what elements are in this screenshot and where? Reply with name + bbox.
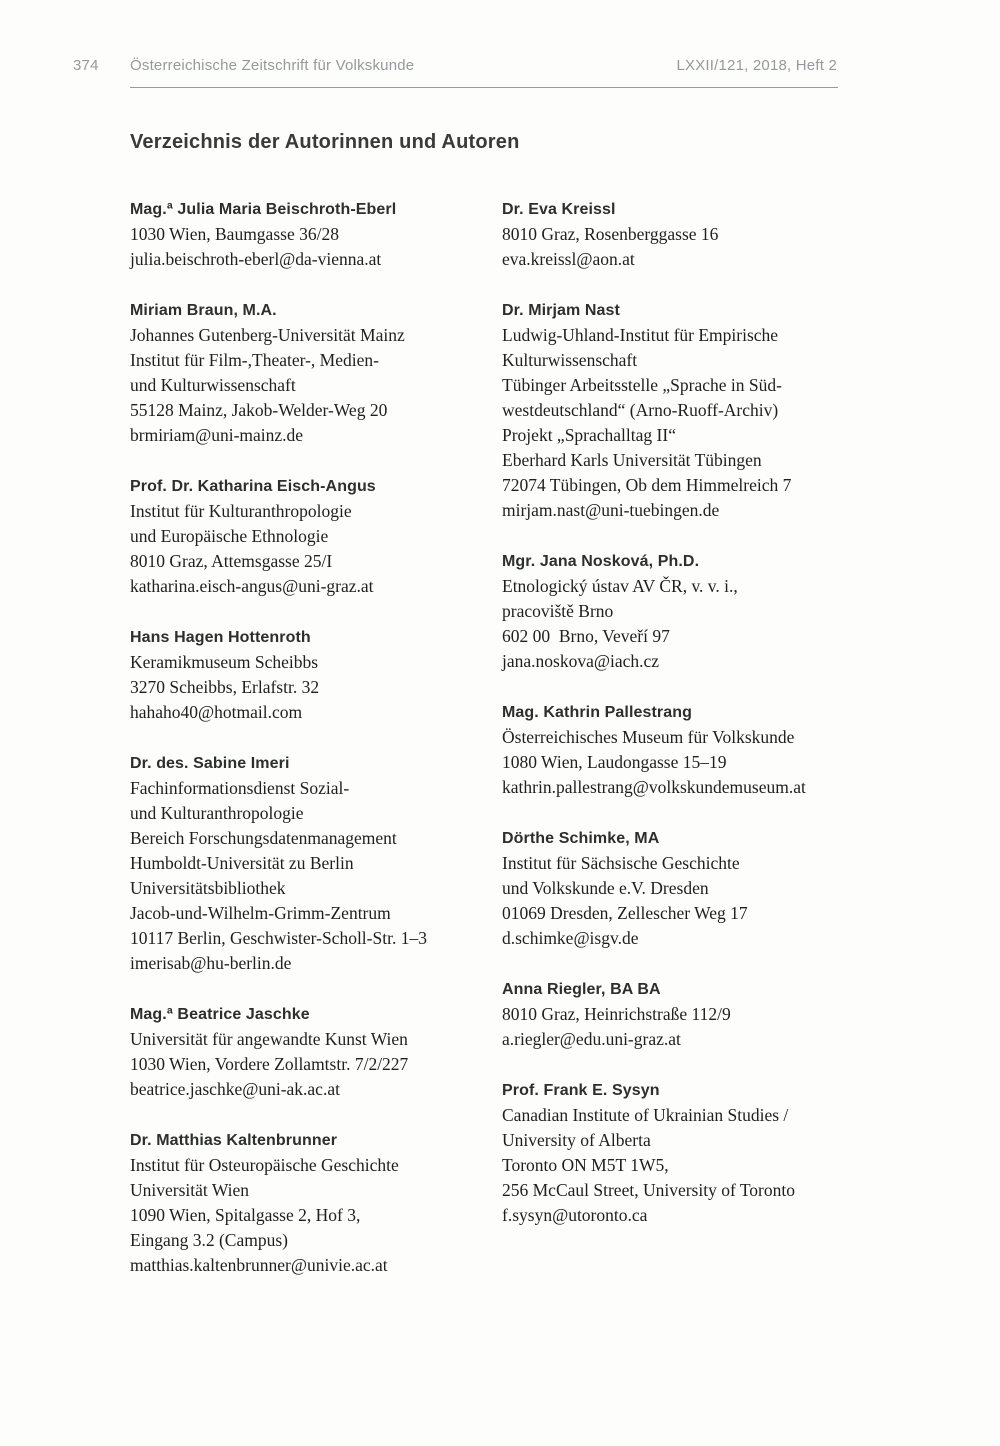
author-address-line: f.sysyn@utoronto.ca [502, 1205, 648, 1225]
author-name: Prof. Frank E. Sysyn [502, 1082, 660, 1099]
author-entry [502, 700, 874, 800]
author-address-line: eva.kreissl@aon.at [502, 249, 635, 269]
author-address-line: Ludwig-Uhland-Institut für Empirische [502, 325, 779, 345]
author-address-line: hahaho40@hotmail.com [130, 702, 303, 722]
author-address-line: d.schimke@isgv.de [502, 928, 639, 948]
author-address-line: westdeutschland“ (Arno-Ruoff-Archiv) [502, 400, 779, 420]
author-address-line: Institut für Kulturanthropologie [130, 501, 352, 521]
author-address-line: 1090 Wien, Spitalgasse 2, Hof 3, [130, 1205, 361, 1225]
author-address-line: 8010 Graz, Rosenberggasse 16 [502, 224, 719, 244]
author-address-line: und Kulturanthropologie [130, 803, 304, 823]
author-address-line: 1030 Wien, Vordere Zollamtstr. 7/2/227 [130, 1054, 409, 1074]
author-address-line: matthias.kaltenbrunner@univie.ac.at [130, 1255, 388, 1275]
author-address-line: Jacob-und-Wilhelm-Grimm-Zentrum [130, 903, 391, 923]
author-address-line: Kulturwissenschaft [502, 350, 638, 370]
author-entry [130, 625, 502, 725]
author-entry [130, 197, 502, 272]
author-name: Anna Riegler, BA BA [502, 981, 661, 998]
author-address-line: 256 McCaul Street, University of Toronto [502, 1180, 795, 1200]
author-address-line: brmiriam@uni-mainz.de [130, 425, 304, 445]
author-address-line: und Volkskunde e.V. Dresden [502, 878, 709, 898]
author-address-line: imerisab@hu-berlin.de [130, 953, 292, 973]
author-address-line: Canadian Institute of Ukrainian Studies / [502, 1105, 789, 1125]
author-address-line: Keramikmuseum Scheibbs [130, 652, 319, 672]
author-address-line: 3270 Scheibbs, Erlafstr. 32 [130, 677, 320, 697]
author-entry [130, 751, 502, 976]
author-name: Mgr. Jana Nosková, Ph.D. [502, 553, 700, 570]
author-address-line: 8010 Graz, Heinrichstraße 112/9 [502, 1004, 731, 1024]
author-name: Prof. Dr. Katharina Eisch-Angus [130, 478, 376, 495]
author-name: Mag.ª Julia Maria Beischroth-Eberl [130, 201, 397, 218]
author-address-line: Institut für Sächsische Geschichte [502, 853, 740, 873]
author-name: Mag. Kathrin Pallestrang [502, 704, 692, 721]
authors-column-left [130, 197, 502, 1304]
author-entry [502, 549, 874, 674]
author-address-line: Toronto ON M5T 1W5, [502, 1155, 669, 1175]
author-address-line: Fachinformationsdienst Sozial- [130, 778, 350, 798]
author-address-line: Universitätsbibliothek [130, 878, 286, 898]
author-address-line: a.riegler@edu.uni-graz.at [502, 1029, 681, 1049]
author-address-line: Bereich Forschungsdatenmanagement [130, 828, 397, 848]
authors-column-right [502, 197, 874, 1304]
author-address-line: Eingang 3.2 (Campus) [130, 1230, 288, 1250]
author-address-line: Projekt „Sprachalltag II“ [502, 425, 676, 445]
page-number: 374 [73, 57, 99, 74]
author-address-line: Institut für Film-,Theater-, Medien- [130, 350, 379, 370]
author-address-line: und Kulturwissenschaft [130, 375, 296, 395]
author-name: Dr. Mirjam Nast [502, 302, 620, 319]
author-entry [502, 1078, 874, 1228]
author-address-line: jana.noskova@iach.cz [502, 651, 660, 671]
author-address-line: Etnologický ústav AV ČR, v. v. i., [502, 576, 738, 596]
author-entry [502, 298, 874, 523]
page-title: Verzeichnis der Autorinnen und Autoren [130, 131, 520, 153]
author-name: Miriam Braun, M.A. [130, 302, 277, 319]
author-address-line: Universität für angewandte Kunst Wien [130, 1029, 408, 1049]
author-entry [130, 1128, 502, 1278]
author-address-line: Eberhard Karls Universität Tübingen [502, 450, 762, 470]
author-name: Dörthe Schimke, MA [502, 830, 660, 847]
author-name: Hans Hagen Hottenroth [130, 629, 311, 646]
author-address-line: julia.beischroth-eberl@da-vienna.at [130, 249, 382, 269]
author-address-line: Österreichisches Museum für Volkskunde [502, 727, 795, 747]
author-address-line: mirjam.nast@uni-tuebingen.de [502, 500, 720, 520]
author-address-line: 1030 Wien, Baumgasse 36/28 [130, 224, 339, 244]
author-address-line: 1080 Wien, Laudongasse 15–19 [502, 752, 727, 772]
issue-info: LXXII/121, 2018, Heft 2 [676, 57, 837, 74]
authors-columns [130, 197, 875, 1304]
author-address-line: katharina.eisch-angus@uni-graz.at [130, 576, 374, 596]
author-entry [502, 977, 874, 1052]
author-address-line: Universität Wien [130, 1180, 250, 1200]
author-entry [502, 826, 874, 951]
author-address-line: 72074 Tübingen, Ob dem Himmelreich 7 [502, 475, 792, 495]
author-address-line: kathrin.pallestrang@volkskundemuseum.at [502, 777, 806, 797]
author-address-line: 10117 Berlin, Geschwister-Scholl-Str. 1–3 [130, 928, 427, 948]
header-rule [130, 87, 838, 88]
journal-title: Österreichische Zeitschrift für Volkskunde [130, 57, 415, 74]
author-address-line: beatrice.jaschke@uni-ak.ac.at [130, 1079, 340, 1099]
author-address-line: Tübinger Arbeitsstelle „Sprache in Süd- [502, 375, 782, 395]
author-name: Mag.ª Beatrice Jaschke [130, 1006, 310, 1023]
author-address-line: 55128 Mainz, Jakob-Welder-Weg 20 [130, 400, 388, 420]
author-entry [502, 197, 874, 272]
author-address-line: und Europäische Ethnologie [130, 526, 329, 546]
author-address-line: Institut für Osteuropäische Geschichte [130, 1155, 399, 1175]
author-entry [130, 474, 502, 599]
author-address-line: Johannes Gutenberg-Universität Mainz [130, 325, 405, 345]
author-address-line: 8010 Graz, Attemsgasse 25/I [130, 551, 333, 571]
author-address-line: 01069 Dresden, Zellescher Weg 17 [502, 903, 748, 923]
running-header [73, 57, 837, 74]
author-address-line: Humboldt-Universität zu Berlin [130, 853, 354, 873]
author-entry [130, 1002, 502, 1102]
author-address-line: University of Alberta [502, 1130, 651, 1150]
author-name: Dr. Eva Kreissl [502, 201, 616, 218]
author-address-line: 602 00 Brno, Veveří 97 [502, 626, 670, 646]
author-name: Dr. des. Sabine Imeri [130, 755, 290, 772]
author-name: Dr. Matthias Kaltenbrunner [130, 1132, 338, 1149]
author-address-line: pracoviště Brno [502, 601, 614, 621]
author-entry [130, 298, 502, 448]
